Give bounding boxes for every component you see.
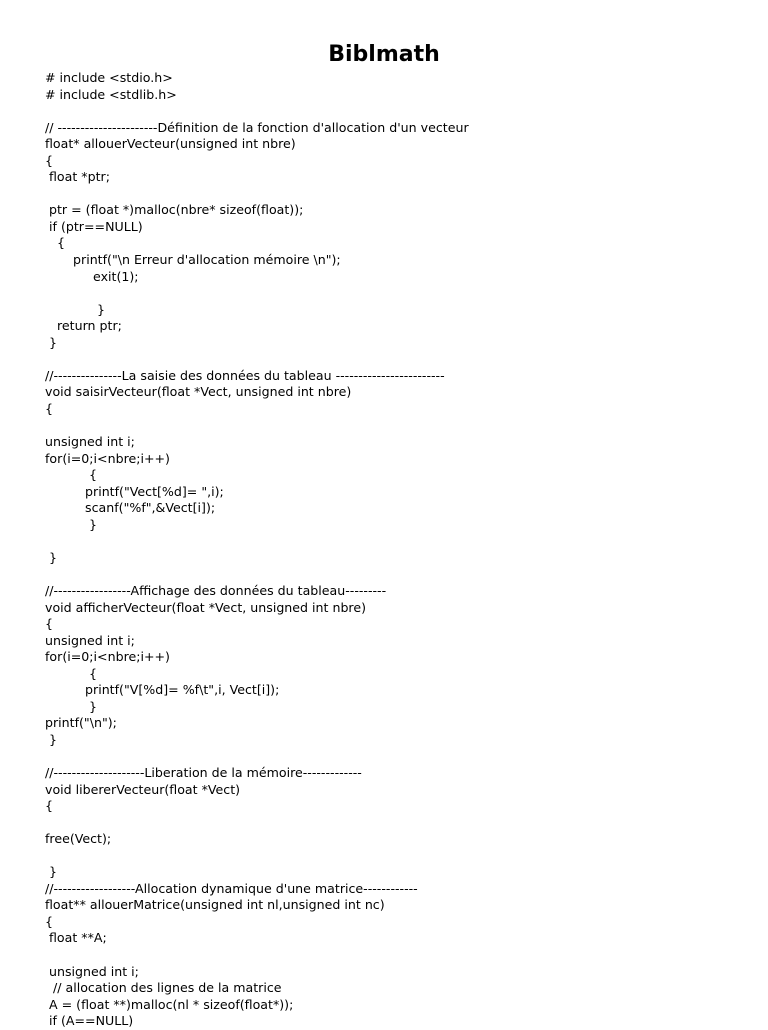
code-line — [45, 285, 745, 302]
code-line: for(i=0;i<nbre;i++) — [45, 450, 170, 466]
code-line: { — [45, 913, 54, 929]
code-line: { — [45, 616, 54, 632]
code-line — [45, 566, 745, 583]
code-line: printf("\n Erreur d'allocation mémoire \n"); — [45, 252, 341, 268]
code-line: printf("V[%d]= %f\t",i, Vect[i]); — [45, 682, 280, 698]
code-line: float *ptr; — [45, 169, 110, 185]
code-line: unsigned int i; — [45, 963, 139, 979]
code-line: { — [45, 400, 54, 416]
code-line: printf("Vect[%d]= ",i); — [45, 483, 224, 499]
code-line — [45, 748, 745, 765]
code-line — [45, 815, 745, 832]
code-line: unsigned int i; — [45, 434, 135, 450]
code-line: ptr = (float *)malloc(nbre* sizeof(float)); — [45, 202, 304, 218]
code-line: //---------------La saisie des données du tableau ------------------------ — [45, 367, 445, 383]
code-line: float **A; — [45, 930, 107, 946]
code-line — [45, 533, 745, 550]
code-line: // allocation des lignes de la matrice — [45, 980, 282, 996]
code-line: float** allouerMatrice(unsigned int nl,unsigned int nc) — [45, 897, 385, 913]
code-line: return ptr; — [45, 318, 122, 334]
code-line — [45, 186, 745, 203]
code-line: } — [45, 334, 58, 350]
code-line: void saisirVecteur(float *Vect, unsigned int nbre) — [45, 384, 352, 400]
code-line: float* allouerVecteur(unsigned int nbre) — [45, 136, 296, 152]
code-line: void afficherVecteur(float *Vect, unsigned int nbre) — [45, 599, 366, 615]
code-line: free(Vect); — [45, 831, 112, 847]
code-line: // ----------------------Définition de la fonction d'allocation d'un vecteur — [45, 119, 469, 135]
code-line: { — [45, 235, 66, 251]
code-line: for(i=0;i<nbre;i++) — [45, 649, 170, 665]
code-line: } — [45, 864, 58, 880]
code-line: printf("\n"); — [45, 715, 117, 731]
code-line: if (A==NULL) — [45, 1013, 134, 1029]
code-line — [45, 848, 745, 865]
code-line: exit(1); — [45, 268, 139, 284]
code-line: //-----------------Affichage des données du tableau--------- — [45, 582, 387, 598]
code-line: } — [45, 731, 58, 747]
code-line: //--------------------Liberation de la mémoire------------- — [45, 764, 362, 780]
code-line: } — [45, 549, 58, 565]
code-line: if (ptr==NULL) — [45, 218, 143, 234]
code-line: { — [45, 798, 54, 814]
code-line: { — [45, 665, 98, 681]
code-line: # include <stdlib.h> — [45, 86, 177, 102]
code-line — [45, 947, 745, 964]
code-line: A = (float **)malloc(nl * sizeof(float*)); — [45, 996, 294, 1012]
code-line: scanf("%f",&Vect[i]); — [45, 500, 216, 516]
code-line: # include <stdio.h> — [45, 70, 173, 85]
code-line — [45, 417, 745, 434]
code-line: } — [45, 698, 98, 714]
code-line: { — [45, 152, 54, 168]
code-line: } — [45, 301, 106, 317]
code-line: //------------------Allocation dynamique d'une matrice------------ — [45, 880, 418, 896]
code-line — [45, 103, 745, 120]
code-line: } — [45, 516, 98, 532]
code-line: { — [45, 467, 98, 483]
code-line: unsigned int i; — [45, 632, 135, 648]
document-title: Biblmath — [328, 42, 440, 67]
code-listing — [45, 70, 745, 1030]
code-line: void libererVecteur(float *Vect) — [45, 781, 241, 797]
code-line — [45, 351, 745, 368]
